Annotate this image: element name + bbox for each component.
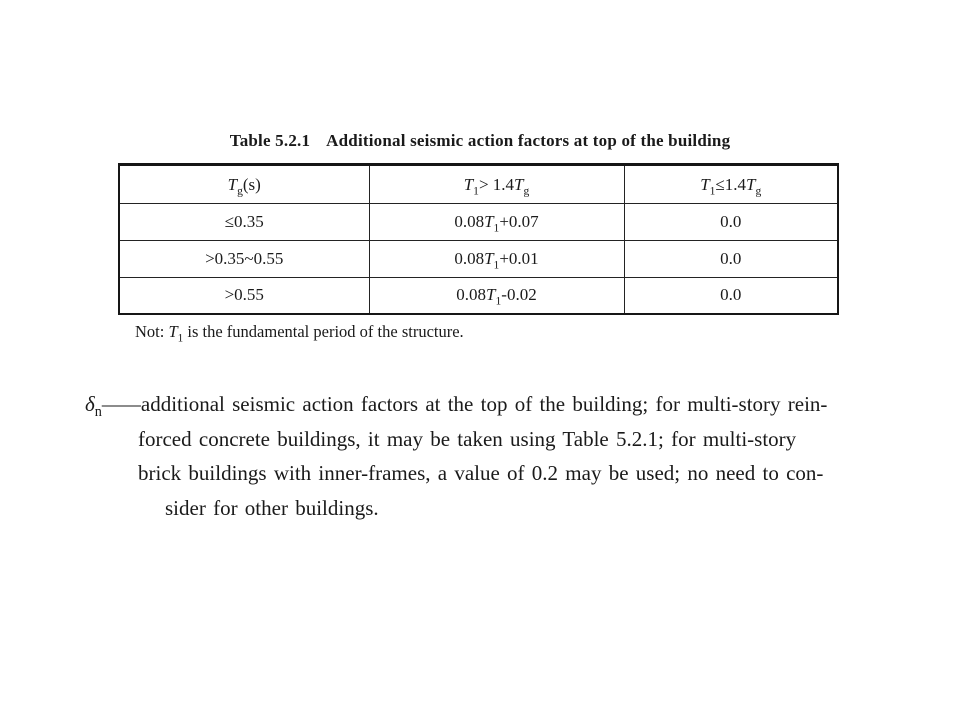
table-cell: $0.08T_1-0.02$	[369, 278, 624, 314]
seismic-factors-table	[118, 163, 839, 315]
table-cell: 0.0	[624, 204, 838, 241]
delta-symbol: $\delta_n$	[85, 392, 102, 421]
table-row	[119, 278, 838, 314]
definition-dash: ——	[101, 392, 138, 416]
paragraph-line: sider for other buildings.	[165, 495, 379, 520]
table-cell: $0.08T_1+0.07$	[369, 204, 624, 241]
table-header-tg: $T_g(s)$	[119, 165, 369, 204]
table-row	[119, 204, 838, 241]
table-cell: ≤0.35	[119, 204, 369, 241]
table-header-t1-lessequal: $T_1\le 1.4T_g$	[624, 165, 838, 204]
table-caption-number: Table 5.2.1	[229, 131, 311, 150]
table-header-t1-greater: $T_1> 1.4T_g$	[369, 165, 624, 204]
table-cell: >0.35~0.55	[119, 241, 369, 278]
paragraph-line: brick buildings with inner-frames, a value of 0.2 may be used; no need to con-	[138, 461, 824, 485]
table-caption-title: Additional seismic action factors at top of the building	[326, 131, 731, 150]
table-note: Not: $T_1$ is the fundamental period of the structure.	[135, 322, 464, 345]
table-cell: >0.55	[119, 278, 369, 314]
paragraph-line: forced concrete buildings, it may be taken using Table 5.2.1; for multi-story	[138, 426, 797, 451]
table-header-row	[119, 165, 838, 204]
table-cell: $0.08T_1+0.01$	[369, 241, 624, 278]
paragraph-line	[85, 387, 885, 422]
table-cell: 0.0	[624, 241, 838, 278]
table-caption	[0, 131, 960, 151]
table-row	[119, 241, 838, 278]
paragraph-line-text: additional seismic action factors at the top of the building; for multi-story rein-	[140, 392, 828, 416]
table-cell: 0.0	[624, 278, 838, 314]
definition-paragraph	[85, 387, 885, 525]
